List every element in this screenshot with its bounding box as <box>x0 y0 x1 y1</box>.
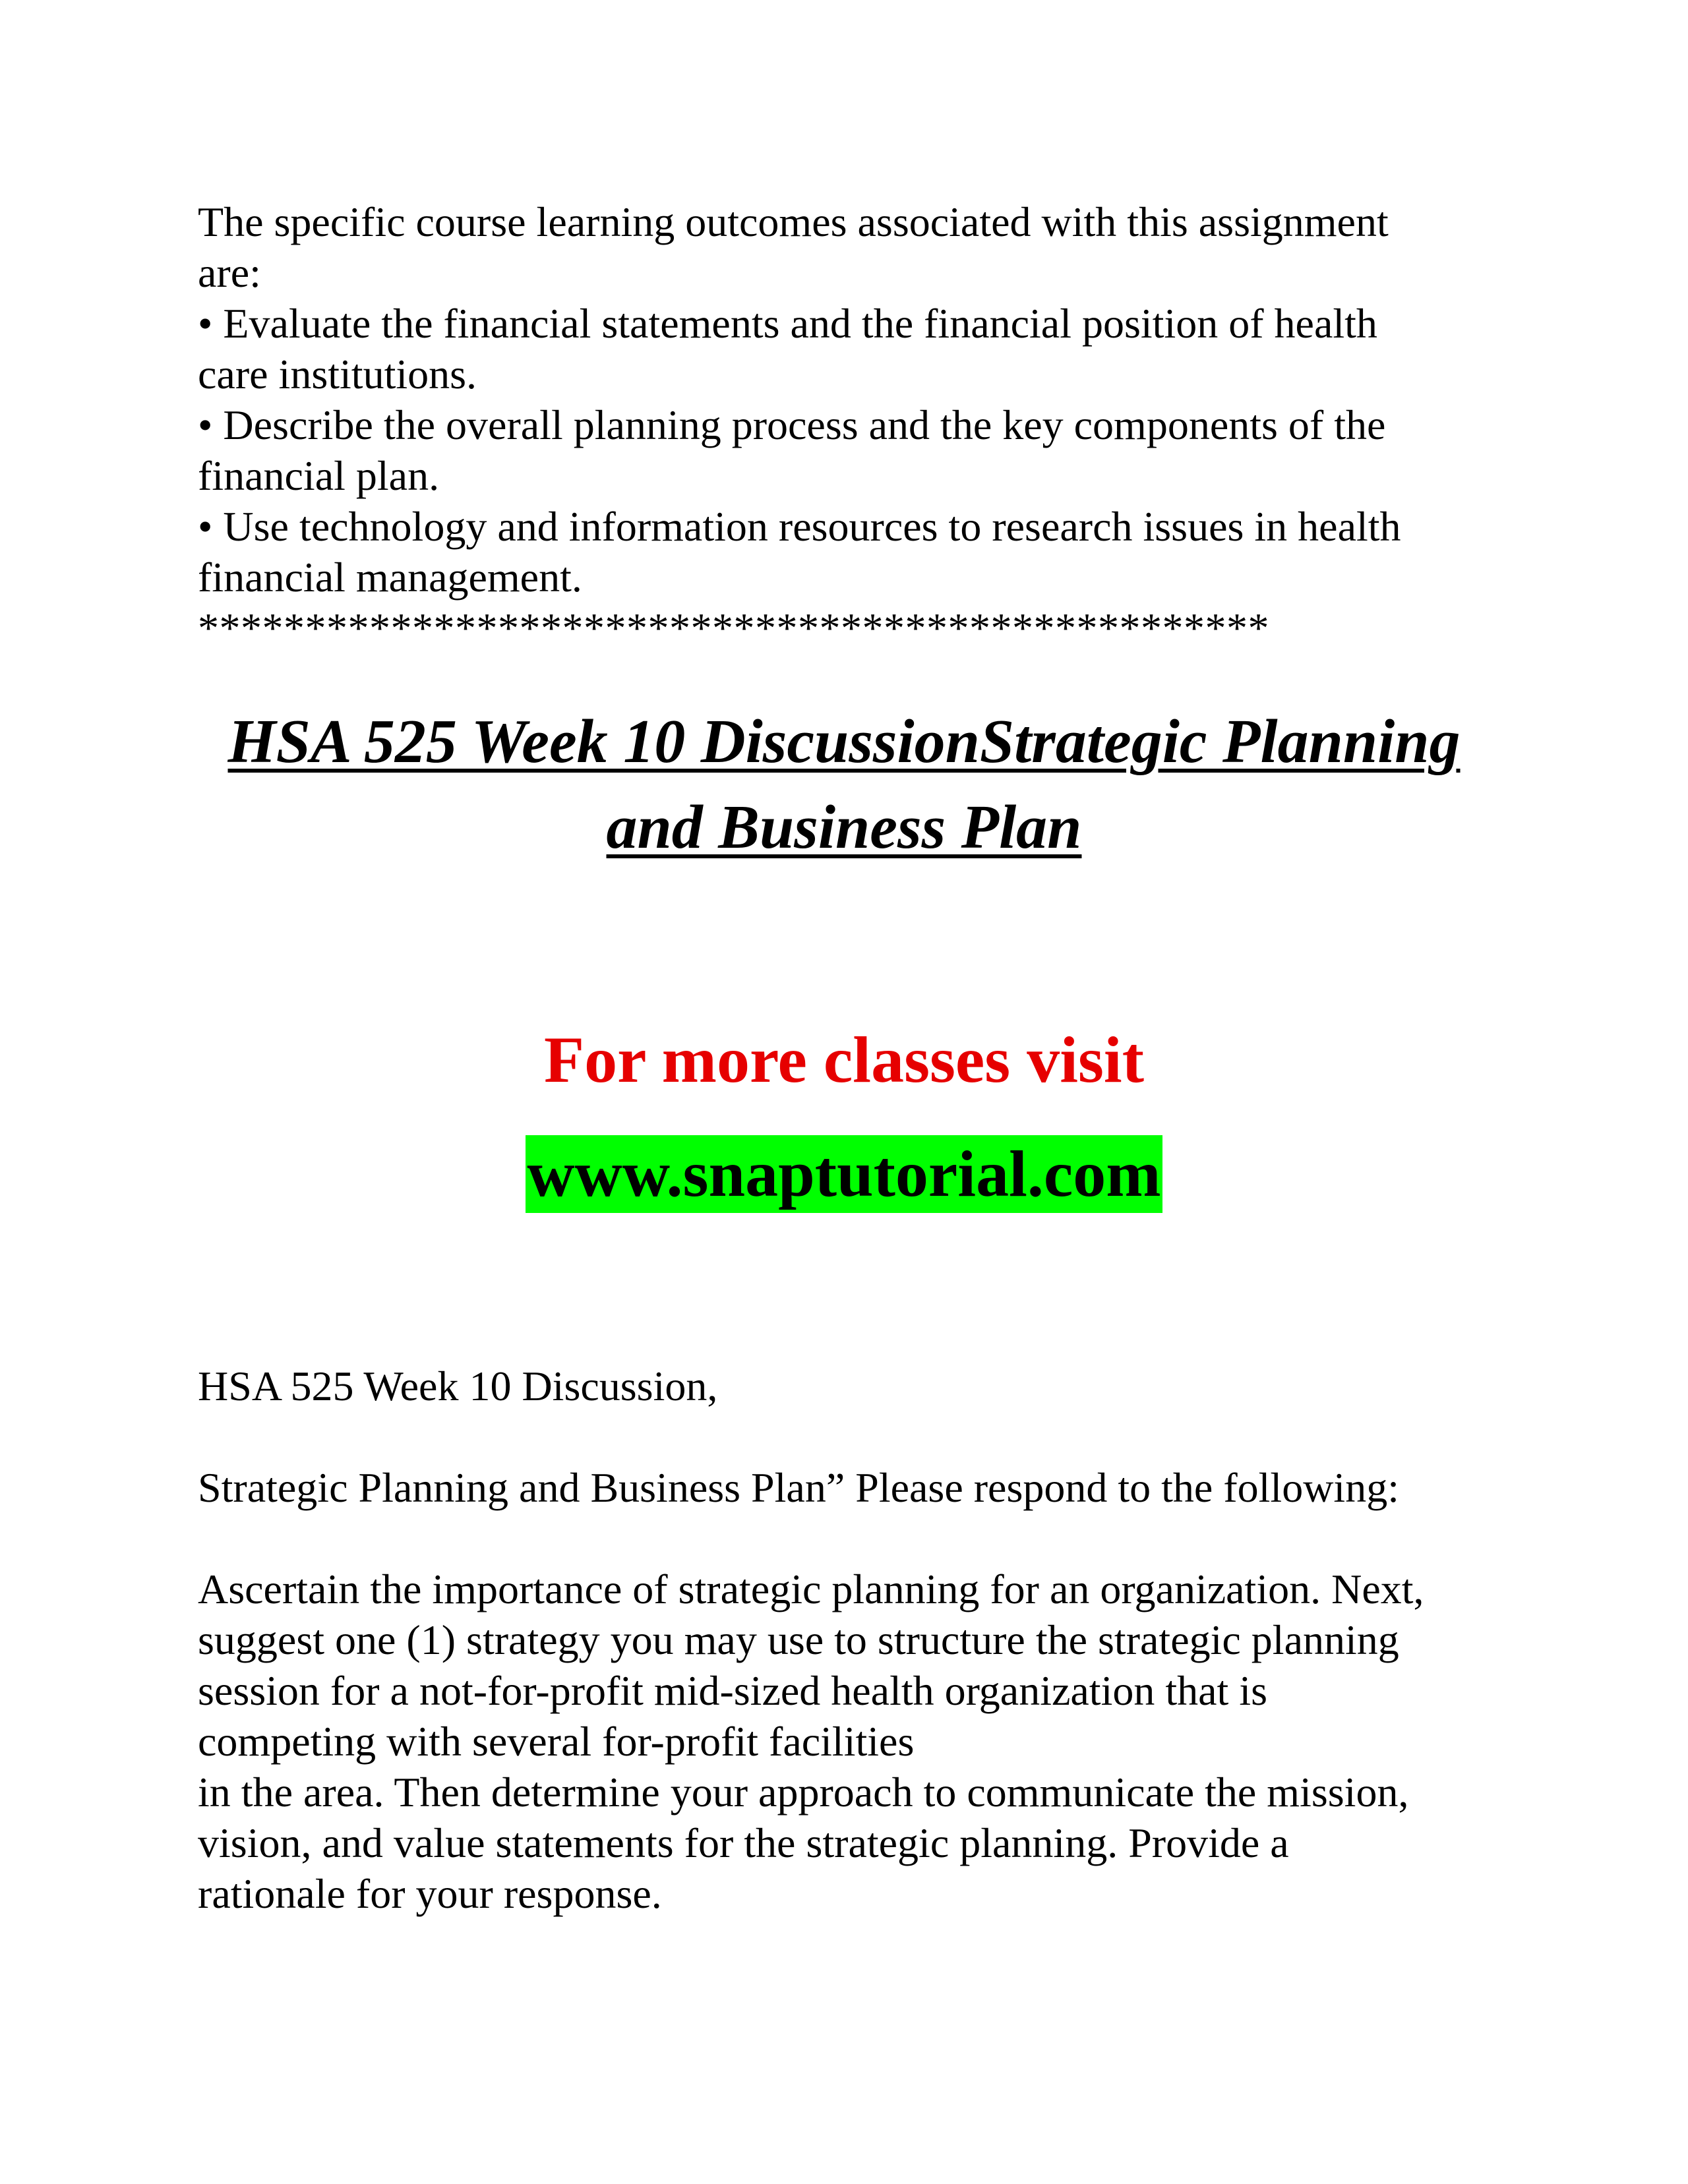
discussion-body-line: competing with several for-profit facilities <box>198 1718 915 1765</box>
discussion-body-line: Ascertain the importance of strategic planning for an organization. Next, <box>198 1566 1424 1612</box>
outcomes-line: The specific course learning outcomes associated with this assignment <box>198 198 1389 245</box>
discussion-body-line: session for a not-for-profit mid-sized health organization that is <box>198 1667 1267 1714</box>
outcome-bullet: • Evaluate the financial statements and the financial position of health <box>198 300 1377 347</box>
outcome-bullet-continuation: financial management. <box>198 554 582 601</box>
promo-text: For more classes visit <box>543 1023 1144 1096</box>
promo-link-wrapper <box>0 1135 1688 1213</box>
outcome-bullet-continuation: care institutions. <box>198 351 477 398</box>
discussion-body-line: vision, and value statements for the strategic planning. Provide a <box>198 1819 1289 1866</box>
discussion-body <box>198 1564 1503 1919</box>
discussion-prompt: Strategic Planning and Business Plan” Please respond to the following: <box>198 1464 1399 1511</box>
discussion-body-line: rationale for your response. <box>198 1870 662 1917</box>
discussion-body-line: suggest one (1) strategy you may use to structure the strategic planning <box>198 1616 1399 1663</box>
outcome-bullet: • Use technology and information resources to research issues in health <box>198 503 1401 550</box>
title-line-2: and Business Plan <box>606 793 1082 862</box>
promo-link[interactable]: www.snaptutorial.com <box>526 1135 1162 1213</box>
learning-outcomes-block <box>198 196 1503 653</box>
discussion-body-line: in the area. Then determine your approach to communicate the mission, <box>198 1769 1409 1815</box>
outcomes-line: are: <box>198 249 261 296</box>
title-line-1: HSA 525 Week 10 DiscussionStrategic Planning <box>227 707 1461 776</box>
asterisk-separator: ************************************************** <box>198 605 1269 651</box>
discussion-heading: HSA 525 Week 10 Discussion, <box>198 1363 718 1409</box>
outcome-bullet-continuation: financial plan. <box>198 452 440 499</box>
document-title <box>0 699 1688 870</box>
outcome-bullet: • Describe the overall planning process and the key components of the <box>198 401 1386 448</box>
